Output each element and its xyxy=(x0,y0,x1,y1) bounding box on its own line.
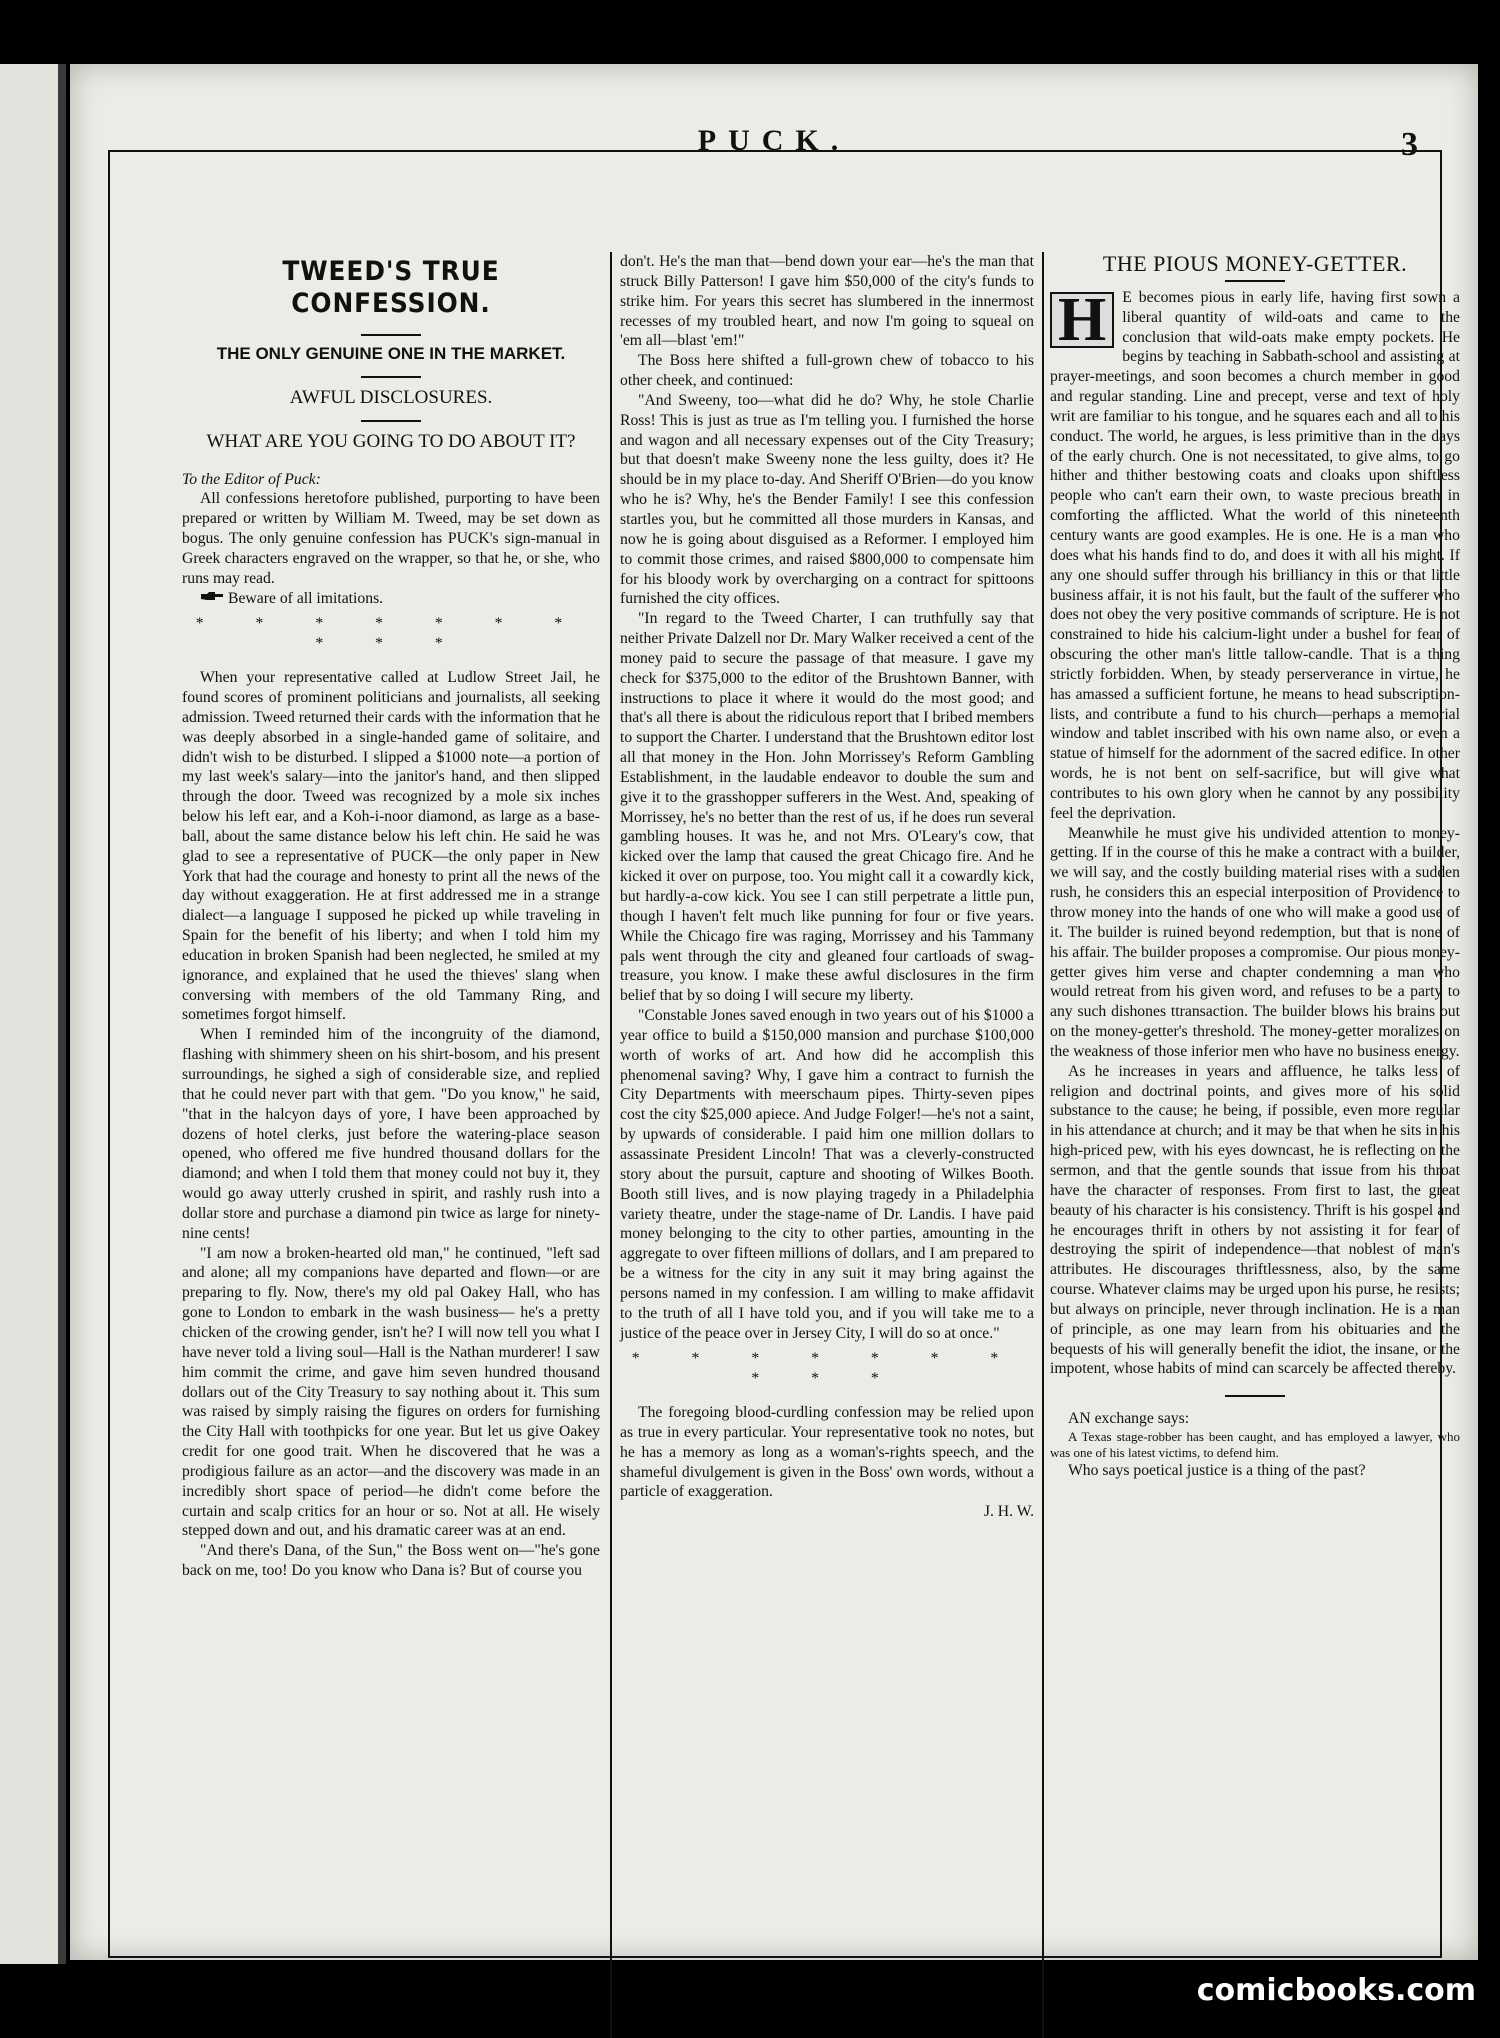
paragraph: Meanwhile he must give his undivided attention to money-getting. If in the course of this he make a contract with a builder, we will say, and the costly building material rises with a sudden rush, he considers this an especial interposition of Providence to throw money into the hands of one who will make a good use of it. The builder is ruined beyond redemption, but that is none of his affair. The builder proposes a compromise. Our pious money-getter gives him verse and chapter condemning a man who would retreat from his given word, and refuses to be a party to any such dishones ttransaction. The builder blows his brains out on the money-getter's threshold. The money-getter moralizes on the weakness of those inferior men who have no business energy. xyxy=(1050,824,1460,1060)
signature: J. H. W. xyxy=(983,1503,1034,1521)
divider xyxy=(361,334,421,336)
divider xyxy=(361,420,421,422)
paragraph: don't. He's the man that—bend down your ear—he's the man that struck Billy Patterson! I gave him $50,000 of the city's funds to strike him. For years this secret has slumbered in the innermost recesses of my troubled heart, and now I'm going to squeal on 'em all—blast 'em!" xyxy=(620,253,1034,350)
paragraph: The Boss here shifted a full-grown chew of tobacco to his other cheek, and continued: xyxy=(620,352,1034,390)
column-1 xyxy=(182,252,600,1581)
divider xyxy=(361,376,421,378)
divider xyxy=(1225,1395,1285,1397)
article-subtitle: AWFUL DISCLOSURES. xyxy=(289,386,493,408)
column-rule xyxy=(610,252,612,2038)
article-title: THE PIOUS MONEY-GETTER. xyxy=(1102,251,1408,276)
article-title: TWEED'S TRUE CONFESSION. xyxy=(282,256,500,319)
paragraph: "I am now a broken-hearted old man," he continued, "left sad and alone; all my companions have departed and flown—or are preparing to fly. Now, there's my old pal Oakey Hall, who has gone to London to embark in the wash business— he's a pretty chicken of the crowing gender, isn't he? I will now tell you what I have never told a living soul—Hall is the Nathan murderer! I saw him commit the crime, and gave him seven hundred thousand dollars out of the City Treasury to say nothing about it. This sum was raised by simply raising the figures on orders for furnishing the City Hall with toothpicks for one year. But let us give Oakey credit for one good trait. When he discovered that he was a prodigious failure as an actor—and the discovery was made in an incredibly short space of period—he didn't come before the curtain and scalp critics for an hour or so. Not at all. He wisely stepped down and out, and his dramatic career was at an end. xyxy=(182,1244,600,1540)
paragraph: AN exchange says: xyxy=(1068,1410,1190,1428)
page-number: 3 xyxy=(1401,126,1418,163)
pointing-hand-icon xyxy=(200,591,224,603)
beware-text: Beware of all imitations. xyxy=(228,589,384,607)
magazine-page xyxy=(70,64,1478,1960)
paragraph-text: E becomes pious in early life, having first sown a liberal quantity of wild-oats and came to the conclusion that wild-oats make empty pockets. He begins by teaching in Sabbath-school and assisting at prayer-meetings, and soon becomes a church member in good and regular standing. Line and precept, verse and text of holy writ are familiar to his tongue, and he squares each and all to his conduct. The world, he argues, is less primitive than in the days of the early church. One is not necessitated, to give alms, to go hither and thither bestowing coats and cloaks upon shiftless people who can't earn their own, to waste precious breath in comforting the afflicted. What the world of this nineteenth century wants are good examples. He is one. He is a man who does what his hands find to do, and does it with all his might. If any one should suffer through his brilliancy in this or that little business affair, it is not his fault, but the fault of the sufferer who does not obey the very positive commands of scripture. He is not constrained to hide his calcium-light under a bushel for fear of obscuring the other man's little tallow-candle. That is a thing strictly forbidden. When, by steady perserverance in virtue, he has amassed a sufficient fortune, he means to head subscription-lists, and contribute a fund to his church—perhaps a memorial window and tablet inscribed with his own name also, or even a statue of himself for the adornment of the sacred edifice. In other words, he is not bent on self-sacrifice, but will give what contributes to his own glory when he cannot by any possibility feel the deprivation. xyxy=(1050,288,1460,822)
paragraph: "Constable Jones saved enough in two years out of his $1000 a year office to build a $150,000 mansion and purchase $100,000 worth of works of art. And how did he accomplish this phenomenal saving? Why, I gave him a contract to furnish the City Departments with meerschaum pipes. Thirty-seven pipes cost the city $25,000 apiece. And Judge Folger!—he's not a saint, by upwards of considerable. I paid him one million dollars to assassinate President Lincoln! That was a cleverly-constructed story about the pursuit, capture and shooting of Wilkes Booth. Booth still lives, and is now playing tragedy in a Philadelphia variety theatre, under the stage-name of Dr. Landis. I have paid money belonging to the city to other parties, amounting in the aggregate to over fifteen millions of dollars, and I am prepared to be a witness for the city in any suit it may bring against the persons named in my confession. I am willing to make affidavit to the truth of all I have told you, and if you will take me to a justice of the peace over in Jersey City, I will do so at once." xyxy=(620,1007,1034,1342)
paragraph xyxy=(1050,285,1460,824)
column-3 xyxy=(1050,252,1460,1481)
star-separator: * * * * * * * * * * xyxy=(631,1350,1023,1388)
divider xyxy=(1225,280,1285,282)
paragraph: All confessions heretofore published, purporting to have been prepared or written by William M. Tweed, may be set down as bogus. The only genuine confession has PUCK's sign-manual in Greek characters engraved on the wrapper, so that he, or she, who runs may read. xyxy=(182,490,600,587)
beware-line xyxy=(182,589,600,609)
paragraph: The foregoing blood-curdling confession may be relied upon as true in every particular. Your representative took no notes, but he has a memory as long as a woman's-rights speech, and the shameful divulgement is given in the Boss' own words, without a particle of exaggeration. xyxy=(620,1404,1034,1501)
paragraph: When I reminded him of the incongruity of the diamond, flashing with shimmery sheen on his shirt-bosom, and his present surroundings, he sighed a sigh of considerable size, and replied that he could never part with that gem. "Do you know," he said, "that in the halcyon days of yore, I have been approached by dozens of hotel clerks, just before the watering-place season opened, who offered me five hundred thousand dollars for the diamond; and when I told them that money could not buy it, they would go away utterly crushed in spirit, and rashly rush into a dollar store and purchase a diamond pin twice as large for ninety-nine cents! xyxy=(182,1026,600,1242)
watermark: comicbooks.com xyxy=(1196,1973,1476,2008)
paragraph: As he increases in years and affluence, he talks less of religion and doctrinal points, and gives more of his solid substance to the cause; he being, if possible, even more regular in his attendance at church; and it may be that when he sits in his high-priced pew, with his eyes downcast, he is reflecting on the sermon, and that the gentle sounds that issue from his throat have the character of responses. From first to last, the great beauty of his character is his consistency. Thrift is his gospel and he encourages thrift in others by not assisting it for fear of destroying the spirit of independence—that noblest of man's attributes. He discourages thriftlessness, also, by the same course. Whatever claims may be urged upon his purse, he resists; but always on principle, never through inclination. He is a man of principle, as one may learn from his obituaries and the bequests of his will generally benefit the idiot, the insane, or the impotent, whose habits of mind can scarcely be affected thereby. xyxy=(1050,1062,1460,1378)
article-subtitle: WHAT ARE YOU GOING TO DO ABOUT IT? xyxy=(206,430,576,452)
column-2 xyxy=(620,252,1034,1522)
paragraph: "In regard to the Tweed Charter, I can truthfully say that neither Private Dalzell nor Dr. Mary Walker received a cent of the money paid to secure the passage of that measure. I gave my check for $375,000 to the editor of the Brushtown Banner, with instructions to place it where it would do the most good; and that's all there is about the ridiculous report that I bribed members to support the Charter. I understand that the Brushtown editor lost all that money in the Hon. John Morrissey's Reform Gambling Establishment, in the laudable endeavor to double the sum and give it to the grasshopper sufferers in the West. And, speaking of Morrissey, he's no better than the rest of us, if he does run several gambling houses. It was he, and not Mrs. O'Leary's cow, that kicked over the lamp that caused the great Chicago fire. And he kicked it over on purpose, too. You might call it a cowardly kick, but hardly-a-cow kick. You see I can still perpetrate a little pun, though I haven't felt much like punning for four or five years. While the Chicago fire was raging, Morrissey and his Tammany pals went through the city and gleaned four cartloads of swag-treasure, you know. I make these awful disclosures in the firm belief that by so doing I will secure my liberty. xyxy=(620,610,1034,1005)
masthead: PUCK. xyxy=(697,124,851,157)
paragraph: Who says poetical justice is a thing of the past? xyxy=(1068,1462,1366,1480)
page-frame xyxy=(108,150,1460,1958)
salutation: To the Editor of Puck: xyxy=(182,470,321,488)
drop-cap: H xyxy=(1050,292,1114,348)
column-rule xyxy=(1042,252,1044,2038)
facing-page-edge xyxy=(0,64,66,1964)
paragraph: "And Sweeny, too—what did he do? Why, he stole Charlie Ross! This is just as true as I'm telling you. I furnished the horse and wagon and all necessary expenses out of the City Treasury; but that doesn't make Sweeny none the less guilty, does it? He should be in my place to-day. And Sheriff O'Brien—do you know who he is? Why, he's the Bender Family! I see this confession startles you, but he committed all those murders in Kansas, and now he is going about disguised as a Reformer. I employed him to commit those crimes, and raised $800,000 to compensate him for his bloody work by overcharging on a contract for spittoons furnished the city offices. xyxy=(620,391,1034,608)
paragraph: When your representative called at Ludlow Street Jail, he found scores of prominent politicians and journalists, all seeking admission. Tweed returned their cards with the information that he was deeply absorbed in a single-handed game of solitaire, and didn't wish to be disturbed. I slipped a $1000 note—a portion of my last week's salary—into the janitor's hand, and then slipped through the door. Tweed was recognized by a mole six inches below his left ear, and a Koh-i-noor diamond, as large as a base-ball, about the same distance below his left chin. He said he was glad to see a representative of PUCK—the only paper in New York that had the courage and honesty to print all the news of the day without exaggeration. He at first addressed me in a strange dialect—a language I supposed he picked up while traveling in Spain for the benefit of his liberty; and when I told him my education in broken Spanish had been neglected, he smiled at my ignorance, and explained that he used the thieves' slang when conversing with members of the old Tammany Ring, and sometimes forgot himself. xyxy=(182,669,600,1024)
quoted-item: A Texas stage-robber has been caught, and has employed a lawyer, who was one of his latest victims, to defend him. xyxy=(1050,1429,1460,1461)
paragraph: "And there's Dana, of the Sun," the Boss went on—"he's gone back on me, too! Do you know who Dana is? But of course you xyxy=(182,1542,600,1580)
star-separator: * * * * * * * * * * xyxy=(195,615,587,653)
article-subtitle: THE ONLY GENUINE ONE IN THE MARKET. xyxy=(216,344,566,363)
